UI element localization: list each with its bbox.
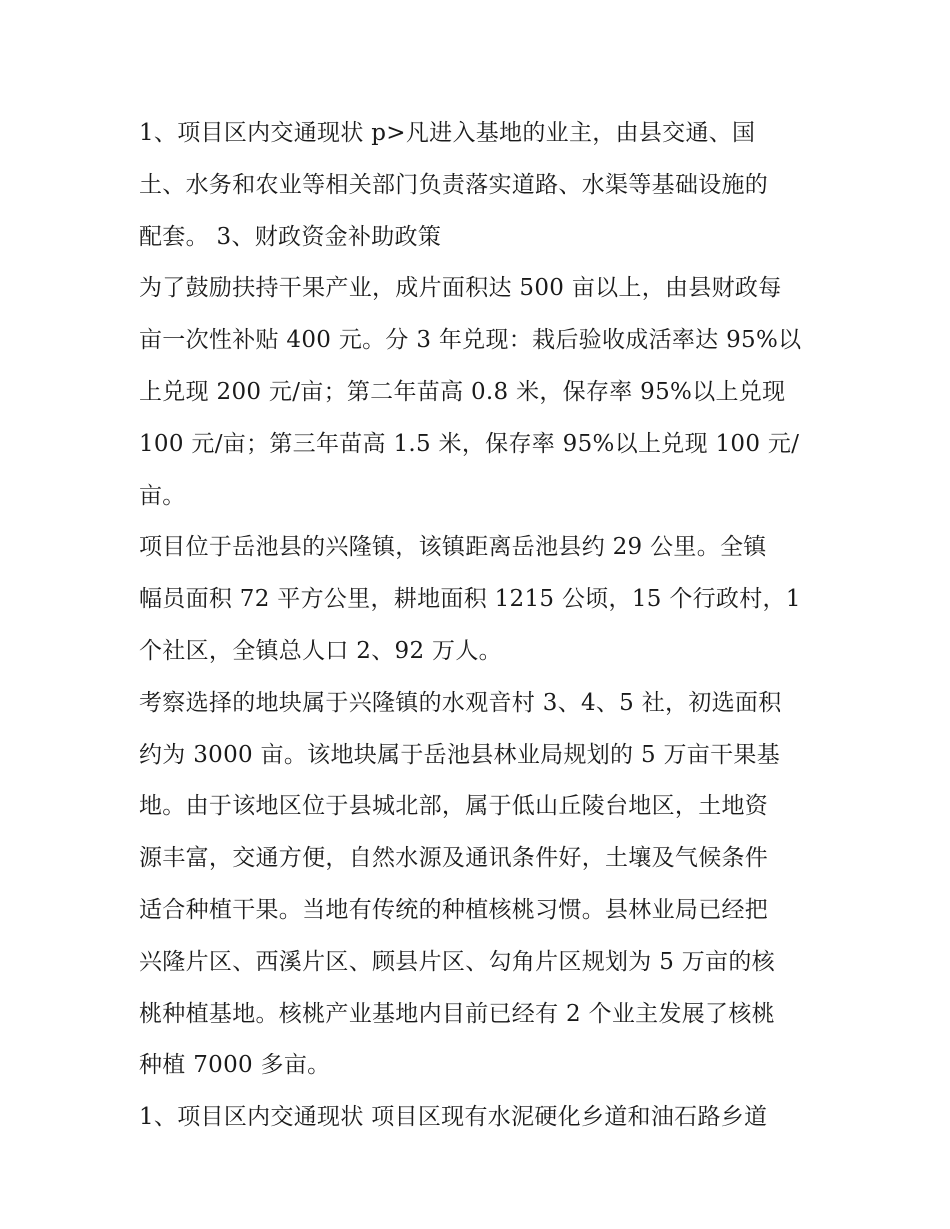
document-body (139, 108, 819, 1144)
text-line: 亩。 (139, 482, 186, 509)
text-line: 源丰富，交通方便，自然水源及通讯条件好，土壤及气候条件 (139, 845, 769, 872)
text-line: 项目位于岳池县的兴隆镇，该镇距离岳池县约 29 公里。全镇 (139, 534, 767, 561)
text-line: 1、项目区内交通现状 项目区现有水泥硬化乡道和油石路乡道 (139, 1104, 768, 1131)
text-line: 幅员面积 72 平方公里，耕地面积 1215 公顷，15 个行政村，1 (139, 586, 801, 613)
text-line: 配套。 3、财政资金补助政策 (139, 223, 442, 250)
text-line: 兴隆片区、西溪片区、顾县片区、勾角片区规划为 5 万亩的核 (139, 948, 775, 975)
text-line: 适合种植干果。当地有传统的种植核桃习惯。县林业局已经把 (139, 896, 769, 923)
text-line: 考察选择的地块属于兴隆镇的水观音村 3、4、5 社，初选面积 (139, 689, 782, 716)
text-line: 亩一次性补贴 400 元。分 3 年兑现：栽后验收成活率达 95%以 (139, 327, 802, 354)
text-line: 为了鼓励扶持干果产业，成片面积达 500 亩以上，由县财政每 (139, 275, 782, 302)
text-line: 100 元/亩；第三年苗高 1.5 米，保存率 95%以上兑现 100 元/ (139, 430, 800, 457)
text-line: 种植 7000 多亩。 (139, 1052, 331, 1079)
text-line: 土、水务和农业等相关部门负责落实道路、水渠等基础设施的 (139, 171, 769, 198)
text-line: 地。由于该地区位于县城北部，属于低山丘陵台地区，土地资 (139, 793, 769, 820)
text-line: 个社区，全镇总人口 2、92 万人。 (139, 637, 502, 664)
text-line: 桃种植基地。核桃产业基地内目前已经有 2 个业主发展了核桃 (139, 1000, 775, 1027)
text-line: 上兑现 200 元/亩；第二年苗高 0.8 米，保存率 95%以上兑现 (139, 378, 786, 405)
text-line: 约为 3000 亩。该地块属于岳池县林业局规划的 5 万亩干果基 (139, 741, 781, 768)
text-line: 1、项目区内交通现状 p>凡进入基地的业主，由县交通、国 (139, 120, 756, 146)
